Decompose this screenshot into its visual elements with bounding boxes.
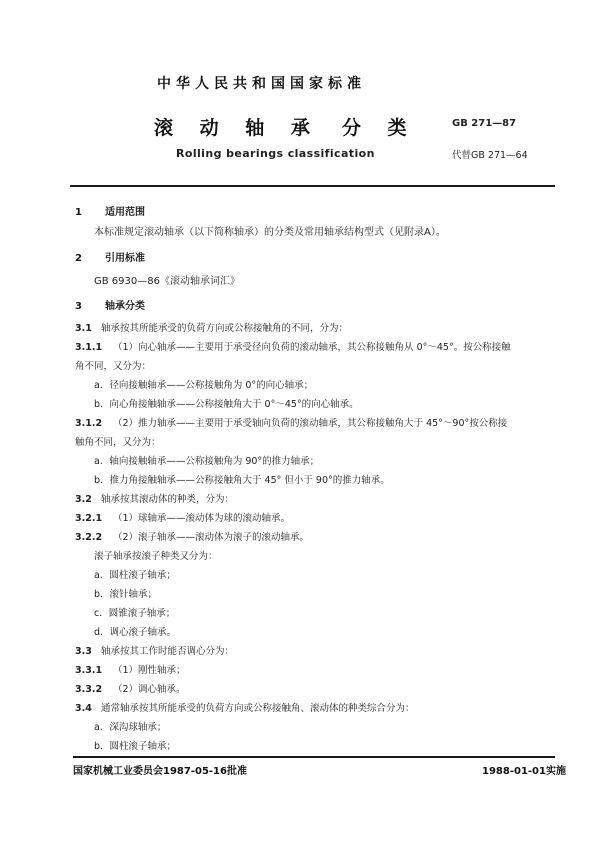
standard-number: GB 271—87 (452, 118, 517, 129)
clause-3-1-1-b: b．向心角接触轴承——公称接触角大于 0°～45°的向心轴承。 (94, 399, 359, 410)
roller-type-item: c．圆锥滚子轴承； (94, 608, 176, 619)
section-1-heading: 1 适用范围 (75, 207, 145, 218)
roller-type-item: d．调心滚子轴承。 (94, 627, 177, 638)
bearing-type-item: a．深沟球轴承； (94, 722, 167, 733)
roller-type-item: a．圆柱滚子轴承； (94, 570, 176, 581)
clause-3-1-1-a: a．径向接触轴承——公称接触角为 0°的向心轴承； (94, 380, 314, 391)
english-title: Rolling bearings classification (176, 147, 375, 160)
header-divider (70, 185, 555, 187)
clause-3-1-2-continued: 触角不同，又分为： (75, 437, 161, 448)
national-standard-label: 中华人民共和国国家标准 (157, 76, 366, 92)
section-1-body: 本标准规定滚动轴承（以下简称轴承）的分类及常用轴承结构型式（见附录A）。 (94, 227, 446, 238)
roller-type-item: b．滚针轴承； (94, 589, 158, 600)
clause-3-2: 3.2 轴承按其滚动体的种类，分为： (75, 494, 235, 505)
replaces-standard: 代替GB 271—64 (452, 150, 528, 161)
section-2-body: GB 6930—86《滚动轴承词汇》 (94, 276, 240, 287)
clause-3-4: 3.4 通常轴承按其所能承受的负荷方向或公称接触角、滚动体的种类综合分为： (75, 703, 415, 714)
clause-3-1-2: 3.1.2 （2）推力轴承——主要用于承受轴向负荷的滚动轴承，其公称接触角大于 45°～90°按公称接 (75, 418, 508, 429)
clause-3-1-1: 3.1.1 （1）向心轴承——主要用于承受径向负荷的滚动轴承，其公称接触角从 0°～45°。按公称接触 (75, 342, 511, 353)
clause-3-2-1: 3.2.1 （1）球轴承——滚动体为球的滚动轴承。 (75, 513, 291, 524)
title-part-2: 分 类 (341, 117, 417, 139)
title-part-1: 滚 动 轴 承 (154, 117, 320, 139)
section-2-heading: 2 引用标准 (75, 253, 145, 264)
document-title (154, 113, 416, 140)
footer-divider (73, 756, 555, 758)
clause-3-1-2-a: a．轴向接触轴承——公称接触角为 90°的推力轴承； (94, 456, 320, 467)
clause-3-3-2: 3.3.2 （2）调心轴承。 (75, 684, 186, 695)
section-3-heading: 3 轴承分类 (75, 301, 145, 312)
clause-3-2-2-subheading: 滚子轴承按滚子种类又分为： (94, 551, 218, 562)
effective-date: 1988-01-01实施 (482, 766, 566, 777)
clause-3-3-1: 3.3.1 （1）刚性轴承； (75, 665, 186, 676)
clause-3-1: 3.1 轴承按其所能承受的负荷方向或公称接触角的不同，分为： (75, 323, 349, 334)
clause-3-1-1-continued: 角不同，又分为： (75, 361, 152, 372)
bearing-type-item: b．圆柱滚子轴承； (94, 741, 177, 752)
clause-3-1-2-b: b．推力角接触轴承——公称接触角大于 45° 但小于 90°的推力轴承。 (94, 475, 390, 486)
clause-3-3: 3.3 轴承按其工作时能否调心分为： (75, 646, 235, 657)
clause-3-2-2: 3.2.2 （2）滚子轴承——滚动体为滚子的滚动轴承。 (75, 532, 310, 543)
approval-info: 国家机械工业委员会1987-05-16批准 (73, 766, 247, 777)
